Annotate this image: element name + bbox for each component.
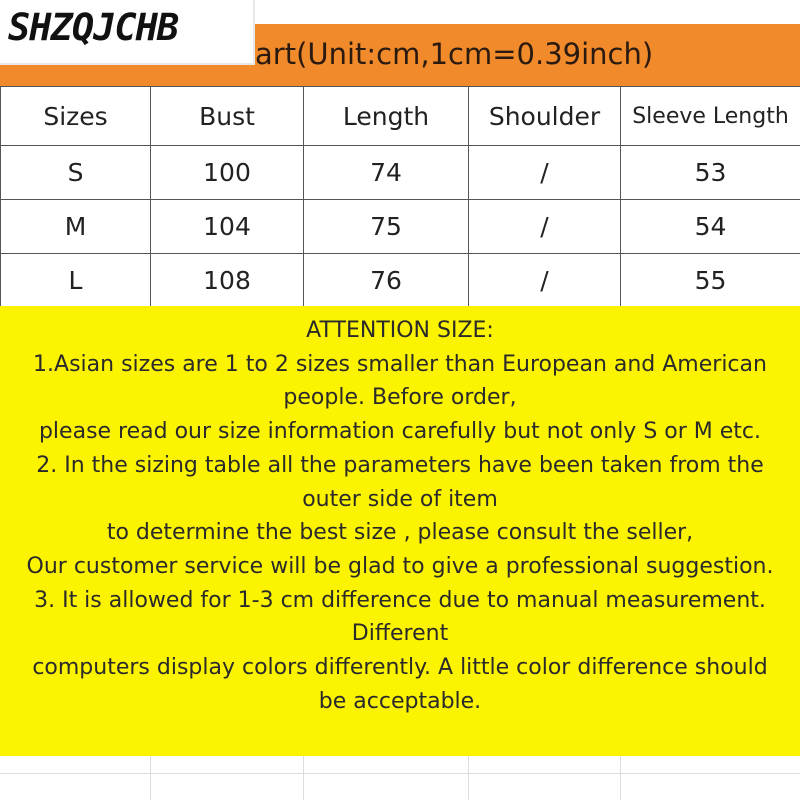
table-row <box>1 200 800 254</box>
notice-line: outer side of item <box>302 486 498 512</box>
table-cell: 75 <box>304 200 469 254</box>
notice-line: 2. In the sizing table all the parameters have been taken from the <box>36 452 764 478</box>
table-cell: / <box>469 254 621 308</box>
table-cell: 108 <box>151 254 304 308</box>
table-cell: 54 <box>621 200 800 254</box>
column-header-length: Length <box>304 87 469 146</box>
table-cell: S <box>1 146 151 200</box>
notice-line: 1.Asian sizes are 1 to 2 sizes smaller than European and American <box>33 351 767 377</box>
table-cell: 55 <box>621 254 800 308</box>
table-cell: M <box>1 200 151 254</box>
notice-line: to determine the best size , please consult the seller, <box>106 520 694 546</box>
notice-line: people. Before order, <box>283 385 517 411</box>
size-table <box>0 86 800 308</box>
table-header-row <box>1 87 800 146</box>
table-cell: L <box>1 254 151 308</box>
table-cell: 74 <box>304 146 469 200</box>
column-header-sizes: Sizes <box>1 87 151 146</box>
table-cell: 53 <box>621 146 800 200</box>
table-cell: / <box>469 146 621 200</box>
notice-line: please read our size information carefully but not only S or M etc. <box>38 419 762 445</box>
table-row <box>1 254 800 308</box>
column-header-shoulder: Shoulder <box>469 87 621 146</box>
column-header-bust: Bust <box>151 87 304 146</box>
table-row <box>1 146 800 200</box>
notice-line: 3. It is allowed for 1-3 cm difference due to manual measurement. <box>34 587 766 613</box>
column-header-sleeve-length: Sleeve Length <box>621 87 800 146</box>
brand-logo <box>0 0 255 65</box>
attention-notice <box>0 306 800 756</box>
table-cell: 100 <box>151 146 304 200</box>
notice-line: Our customer service will be glad to give a professional suggestion. <box>26 553 774 579</box>
notice-line: computers display colors differently. A little color difference should <box>32 655 768 681</box>
table-cell: 76 <box>304 254 469 308</box>
background-grid-line <box>0 773 800 774</box>
notice-line: be acceptable. <box>318 688 482 714</box>
table-cell: / <box>469 200 621 254</box>
notice-heading: ATTENTION SIZE: <box>306 318 494 343</box>
size-chart-title: art(Unit:cm,1cm=0.39inch) <box>255 37 654 71</box>
notice-line: Different <box>351 621 449 647</box>
table-cell: 104 <box>151 200 304 254</box>
brand-name: SHZQJCHB <box>8 6 179 49</box>
